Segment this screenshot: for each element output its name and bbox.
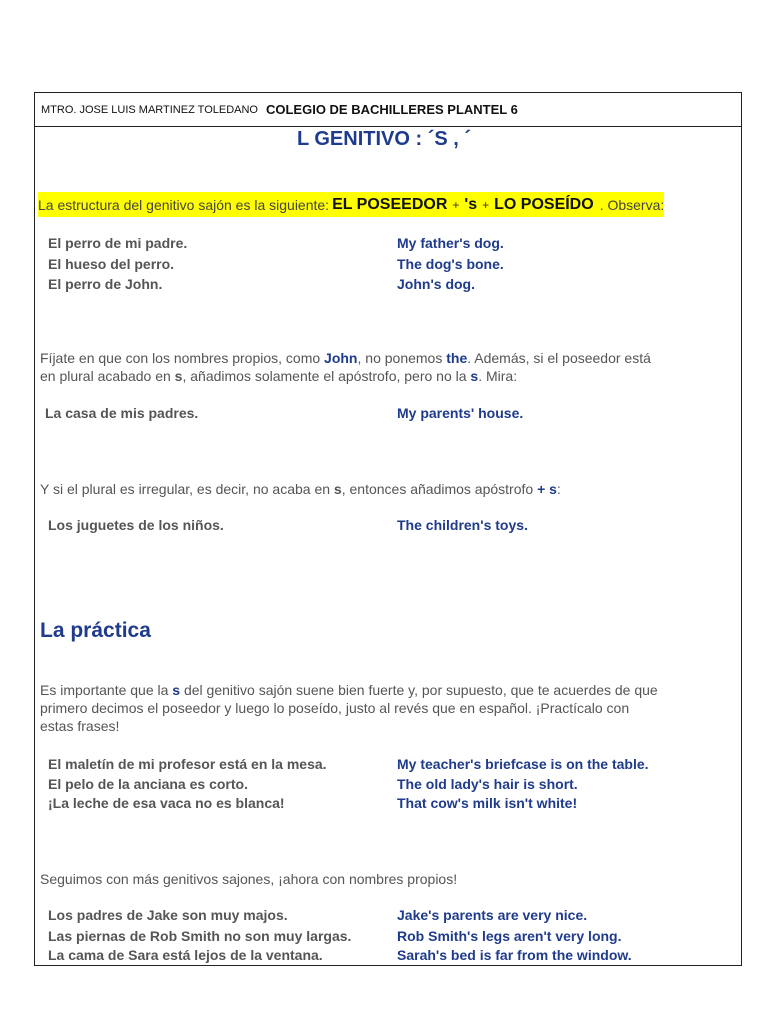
example-en: The dog's bone. <box>397 256 504 272</box>
example-en: The children's toys. <box>397 517 528 533</box>
para2-s: s <box>333 481 342 497</box>
para3-text-2: del genitivo sajón suene bien fuerte y, por supuesto, que te acuerdes de que <box>180 682 658 698</box>
para2-text-1: Y si el plural es irregular, es decir, no acaba en <box>40 481 334 497</box>
para1-text-3: . Además, si el poseedor está <box>467 350 651 366</box>
para1-text-4: en plural acabado en <box>40 368 175 384</box>
example-es: El maletín de mi profesor está en la mesa. <box>48 756 327 772</box>
example-es: El perro de John. <box>48 276 163 292</box>
example-es: El hueso del perro. <box>48 256 175 272</box>
example-en: Sarah's bed is far from the window. <box>397 947 632 963</box>
example-en: John's dog. <box>397 276 475 292</box>
example-es: Las piernas de Rob Smith no son muy largas. <box>48 928 352 944</box>
example-en: Rob Smith's legs aren't very long. <box>397 928 622 944</box>
example-es: El perro de mi padre. <box>48 235 188 251</box>
example-en: My teacher's briefcase is on the table. <box>397 756 649 772</box>
example-es: ¡La leche de esa vaca no es blanca! <box>48 795 285 811</box>
para3-line-3: estas frases! <box>40 718 120 734</box>
header-row <box>35 93 741 127</box>
para3-line-2: primero decimos el poseedor y luego lo poseído, justo al revés que en español. ¡Practícalo con <box>40 700 630 716</box>
paragraph-proper-names <box>40 349 651 385</box>
paragraph-practice <box>40 681 658 735</box>
para1-text-5: , añadimos solamente el apóstrofo, pero no la <box>182 368 471 384</box>
intro-plus-1: + <box>452 197 460 212</box>
para3-text-1: Es importante que la <box>40 682 173 698</box>
para1-text-2: , no ponemos <box>357 350 447 366</box>
page-title: L GENITIVO : ´S , ´ <box>296 128 472 150</box>
school-name: COLEGIO DE BACHILLERES PLANTEL 6 <box>265 102 518 117</box>
intro-observe: . Observa: <box>599 196 665 213</box>
example-es: Los padres de Jake son muy majos. <box>48 907 288 923</box>
para1-s-1: s <box>174 368 183 384</box>
example-es: La cama de Sara está lejos de la ventana. <box>48 947 323 963</box>
para2-text-3: : <box>556 481 561 497</box>
paragraph-proper-names-practice: Seguimos con más genitivos sajones, ¡ahora con nombres propios! <box>40 871 458 887</box>
paragraph-irregular-plural <box>40 480 561 498</box>
example-en: The old lady's hair is short. <box>397 776 578 792</box>
para3-s: s <box>172 682 181 698</box>
example-en: My parents' house. <box>397 405 524 421</box>
para1-text-6: . Mira: <box>478 368 518 384</box>
example-en: Jake's parents are very nice. <box>397 907 588 923</box>
teacher-name: MTRO. JOSE LUIS MARTINEZ TOLEDANO <box>41 103 258 116</box>
intro-apostrophe-s: 's <box>464 195 478 213</box>
para1-text-1: Fíjate en que con los nombres propios, como <box>40 350 325 366</box>
example-es: El pelo de la anciana es corto. <box>48 776 248 792</box>
example-es: La casa de mis padres. <box>45 405 199 421</box>
example-en: My father's dog. <box>397 235 504 251</box>
intro-text: La estructura del genitivo sajón es la siguiente: <box>38 196 330 213</box>
para1-s-2: s <box>470 368 479 384</box>
example-es: Los juguetes de los niños. <box>48 517 224 533</box>
practice-heading: La práctica <box>40 619 151 642</box>
intro-plus-2: + <box>482 197 490 212</box>
example-en: That cow's milk isn't white! <box>397 795 578 811</box>
para1-john: John <box>324 350 358 366</box>
para1-the: the <box>446 350 468 366</box>
para2-plus-s: + s <box>537 481 557 497</box>
para2-text-2: , entonces añadimos apóstrofo <box>341 481 538 497</box>
intro-possessor: EL POSEEDOR <box>332 195 448 213</box>
intro-highlight <box>38 192 664 217</box>
intro-possessed: LO POSEÍDO <box>494 195 594 213</box>
